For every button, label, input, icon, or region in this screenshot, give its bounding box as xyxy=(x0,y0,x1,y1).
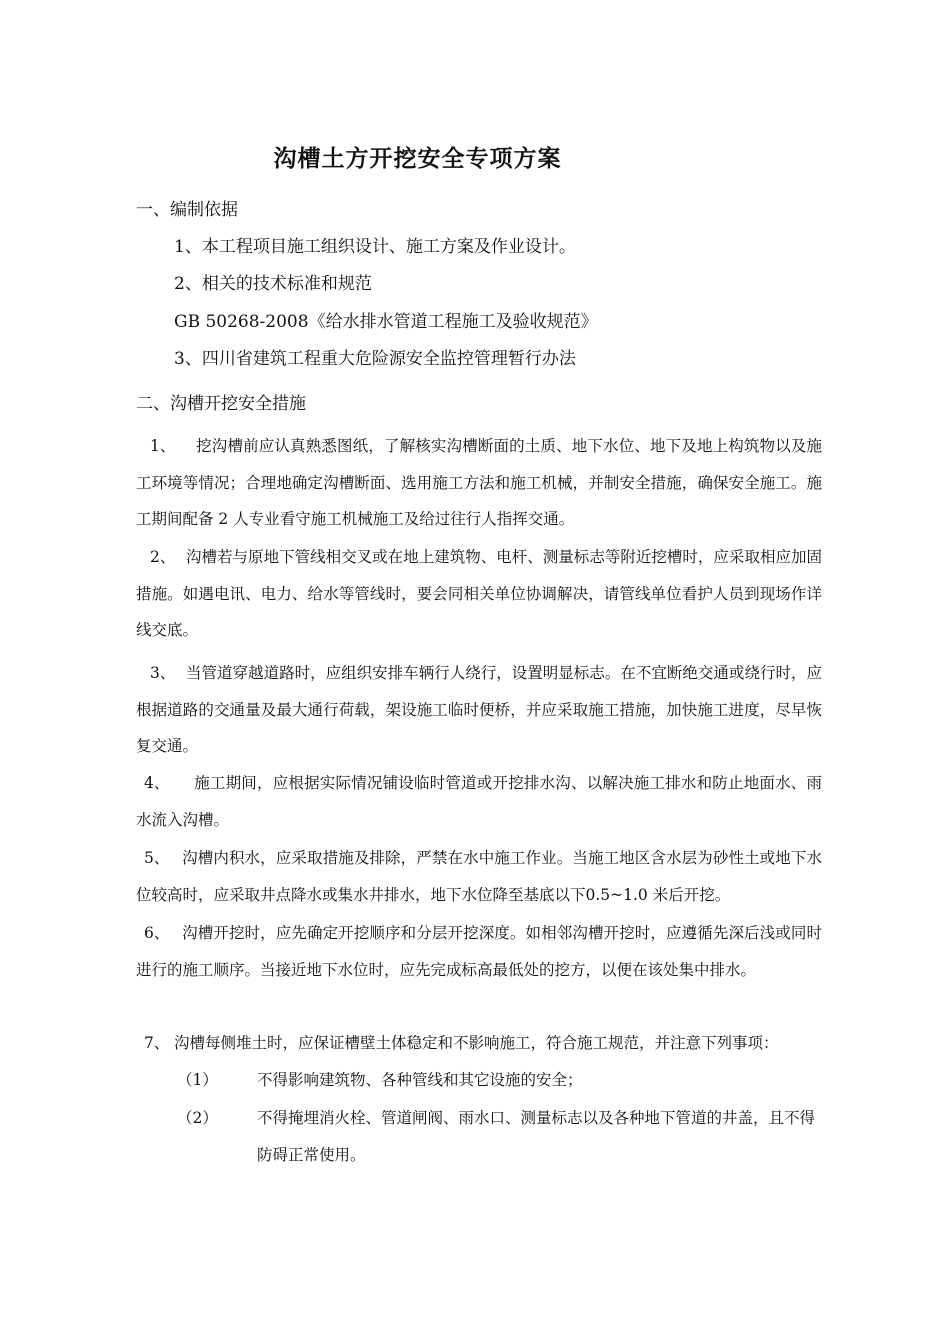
measure-number: 7、 xyxy=(144,1034,170,1052)
measure-text: 沟槽每侧堆土时，应保证槽壁土体稳定和不影响施工，符合施工规范，并注意下列事项： xyxy=(174,1034,779,1052)
measure-number: 5、 xyxy=(144,849,170,867)
measure-paragraph-6 xyxy=(136,915,822,988)
measure-paragraph-4 xyxy=(136,765,822,838)
measure-text: 施工期间，应根据实际情况铺设临时管道或开挖排水沟、以解决施工排水和防止地面水、雨水流入沟槽。 xyxy=(136,774,822,829)
measure-text: 沟槽内积水，应采取措施及排除，严禁在水中施工作业。当施工地区含水层为砂性土或地下水位较高时，应采取井点降水或集水井排水，地下水位降至基底以下0.5~1.0 米后开挖。 xyxy=(136,849,822,904)
measure-text: 沟槽若与原地下管线相交叉或在地上建筑物、电杆、测量标志等附近挖槽时，应采取相应加固措施。如遇电讯、电力、给水等管线时，要会同相关单位协调解决，请管线单位看护人员到现场作详线交底。 xyxy=(136,548,822,639)
measure-paragraph-5 xyxy=(136,840,822,913)
measure-text: 当管道穿越道路时，应组织安排车辆行人绕行，设置明显标志。在不宜断绝交通或绕行时，应根据道路的交通量及最大通行荷载，架设施工临时便桥，并应采取施工措施，加快施工进度，尽早恢复交通。 xyxy=(136,664,822,755)
measure-number: 6、 xyxy=(144,924,170,942)
measure-number: 1、 xyxy=(150,437,176,455)
measure-paragraph-7 xyxy=(136,1025,822,1062)
measure-text: 挖沟槽前应认真熟悉图纸，了解核实沟槽断面的土质、地下水位、地下及地上构筑物以及施工环境等情况；合理地确定沟槽断面、选用施工方法和施工机械，并制安全措施，确保安全施工。施工期间配备 2 人专业看守施工机械施工及给过往行人指挥交通。 xyxy=(136,437,822,528)
sub-item-text: 不得掩埋消火栓、管道闸阀、雨水口、测量标志以及各种地下管道的井盖，且不得防碍正常使用。 xyxy=(257,1109,816,1164)
document-title: 沟槽土方开挖安全专项方案 xyxy=(273,145,562,172)
measure-number: 3、 xyxy=(150,664,176,682)
measure-paragraph-1 xyxy=(136,428,822,538)
measure-paragraph-3 xyxy=(136,655,822,765)
basis-item-3: 3、四川省建筑工程重大危险源安全监控管理暂行办法 xyxy=(174,349,576,369)
measure-number: 2、 xyxy=(150,548,176,566)
basis-item-1: 1、本工程项目施工组织设计、施工方案及作业设计。 xyxy=(174,237,576,257)
sub-item-1 xyxy=(177,1062,827,1099)
sub-item-text: 不得影响建筑物、各种管线和其它设施的安全； xyxy=(257,1071,583,1089)
sub-item-index: （2） xyxy=(177,1109,218,1127)
sub-item-index: （1） xyxy=(177,1071,218,1089)
section-heading-basis: 一、编制依据 xyxy=(136,200,238,220)
sub-item-2 xyxy=(177,1100,827,1173)
basis-item-standard: GB 50268-2008《给水排水管道工程施工及验收规范》 xyxy=(174,312,598,332)
basis-item-2: 2、相关的技术标准和规范 xyxy=(174,274,372,294)
measure-paragraph-2 xyxy=(136,539,822,649)
measure-text: 沟槽开挖时，应先确定开挖顺序和分层开挖深度。如相邻沟槽开挖时，应遵循先深后浅或同时进行的施工顺序。当接近地下水位时，应先完成标高最低处的挖方，以便在该处集中排水。 xyxy=(136,924,822,979)
section-heading-measures: 二、沟槽开挖安全措施 xyxy=(136,394,306,414)
measure-number: 4、 xyxy=(144,774,170,792)
